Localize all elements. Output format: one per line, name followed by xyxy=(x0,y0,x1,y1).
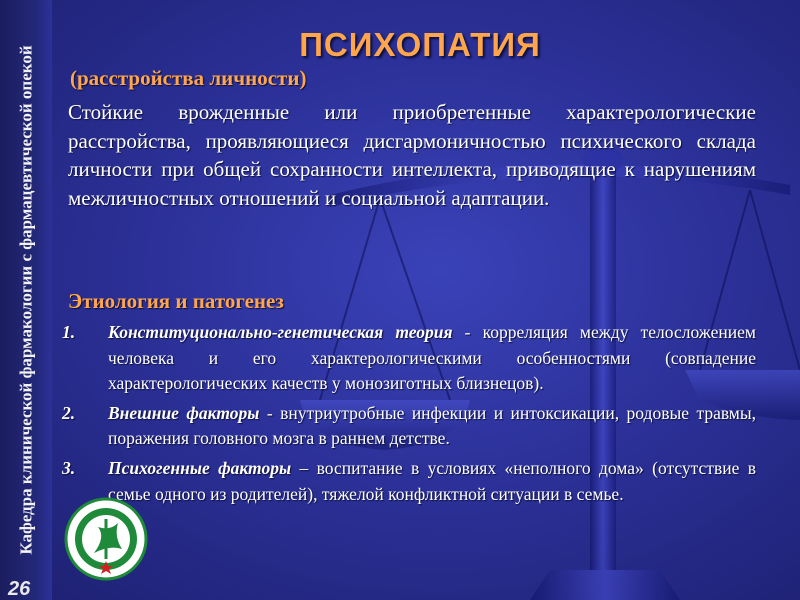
list-term: Внешние факторы xyxy=(108,402,260,423)
page-number: 26 xyxy=(8,578,31,600)
list-text: - внутриутробные инфекции и интоксикации, родовые травмы, поражения головного мозга в раннем детстве. xyxy=(108,402,757,449)
list-number: 2. xyxy=(62,402,76,423)
list-number: 1. xyxy=(62,322,76,342)
pharmacy-emblem-logo xyxy=(64,497,148,581)
slide-subtitle: (расстройства личности) xyxy=(70,66,307,90)
definition-text: Стойкие врожденные или приобретенные характерологические расстройства, проявляющиеся дисгармоничностью психического склада личности при общей сохранности интеллекта, приводящие к нарушениям межличностных отношений и социальной адаптации. xyxy=(68,100,756,210)
department-name: Кафедра клинической фармакологии с фармацевтической опекой xyxy=(16,45,36,555)
list-text: - корреляция между телосложением человека и его характерологическими особенностями (совпадение характерологических качеств у монозиготных близнецов). xyxy=(108,322,756,394)
slide-title: ПСИХОПАТИЯ xyxy=(299,26,541,63)
section-heading: Этиология и патогенез xyxy=(68,289,284,313)
list-item xyxy=(62,320,756,397)
list-item xyxy=(62,401,756,452)
etiology-list xyxy=(62,320,756,507)
list-item xyxy=(62,456,756,507)
list-term: Конституционально-генетическая теория xyxy=(108,322,453,342)
list-text: – воспитание в условиях «неполного дома» (отсутствие в семье одного из родителей), тяжелой конфликтной ситуации в семье. xyxy=(108,457,756,504)
sidebar xyxy=(0,0,52,600)
list-term: Психогенные факторы xyxy=(108,457,292,478)
list-number: 3. xyxy=(62,457,76,478)
